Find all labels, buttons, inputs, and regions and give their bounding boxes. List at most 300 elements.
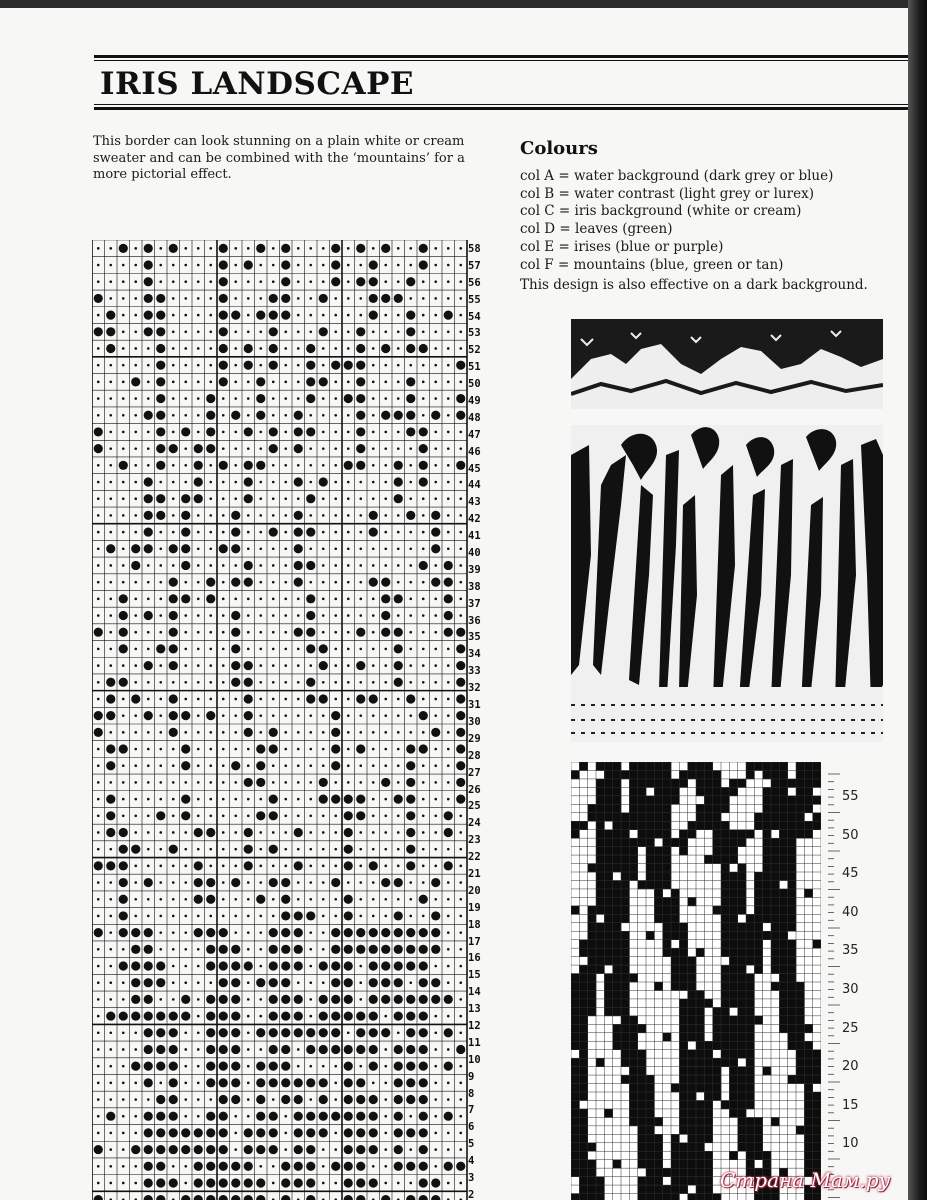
chart-stitch-light (409, 497, 412, 500)
row-number: 29 (468, 732, 481, 745)
chart-stitch-light (97, 614, 100, 617)
chart-block (713, 1016, 722, 1025)
chart-stitch-light (134, 764, 137, 767)
row-number: 25 (468, 800, 481, 813)
chart-stitch-dark (131, 978, 140, 987)
chart-stitch-dark (419, 978, 428, 987)
chart-stitch-light (184, 347, 187, 350)
chart-block (688, 1024, 697, 1033)
chart-block (696, 1084, 705, 1093)
chart-block (788, 864, 797, 873)
chart-stitch-dark (356, 1045, 365, 1054)
chart-stitch-light (384, 280, 387, 283)
chart-stitch-light (97, 314, 100, 317)
chart-stitch-light (447, 1015, 450, 1018)
chart-block (604, 948, 613, 957)
chart-block (679, 931, 688, 940)
chart-block (746, 1075, 755, 1084)
chart-stitch-light (422, 848, 425, 851)
chart-stitch-light (309, 764, 312, 767)
chart-stitch-light (234, 431, 237, 434)
chart-block (629, 1084, 638, 1093)
chart-stitch-light (147, 748, 150, 751)
chart-block (704, 1092, 713, 1101)
chart-block (746, 1024, 755, 1033)
chart-stitch-light (97, 1165, 100, 1168)
chart-block (613, 864, 622, 873)
chart-stitch-dark (331, 978, 340, 987)
chart-stitch-light (447, 514, 450, 517)
chart-stitch-dark (456, 628, 465, 637)
chart-block (713, 796, 722, 805)
chart-stitch-dark (106, 861, 115, 870)
chart-stitch-light (322, 731, 325, 734)
chart-stitch-light (347, 881, 350, 884)
chart-block (696, 1109, 705, 1118)
chart-block (796, 1041, 805, 1050)
chart-stitch-light (97, 814, 100, 817)
chart-stitch-dark (344, 845, 353, 854)
chart-stitch-light (134, 347, 137, 350)
chart-stitch-dark (231, 1045, 240, 1054)
chart-block (638, 1050, 647, 1059)
chart-stitch-dark (281, 878, 290, 887)
chart-stitch-light (422, 598, 425, 601)
chart-stitch-light (122, 1098, 125, 1101)
chart-block (663, 864, 672, 873)
chart-stitch-dark (406, 1045, 415, 1054)
chart-stitch-dark (156, 511, 165, 520)
chart-stitch-light (134, 831, 137, 834)
chart-stitch-light (434, 347, 437, 350)
chart-block (688, 965, 697, 974)
chart-stitch-light (109, 447, 112, 450)
chart-stitch-light (247, 998, 250, 1001)
chart-stitch-dark (269, 928, 278, 937)
chart-stitch-dark (94, 628, 103, 637)
chart-stitch-light (347, 497, 350, 500)
row-number: 35 (468, 631, 481, 644)
chart-stitch-light (134, 664, 137, 667)
chart-stitch-dark (431, 1195, 440, 1200)
chart-stitch-light (234, 481, 237, 484)
chart-stitch-dark (281, 911, 290, 920)
chart-block (671, 931, 680, 940)
chart-stitch-dark (244, 861, 253, 870)
chart-stitch-dark (219, 361, 228, 370)
chart-stitch-light (384, 264, 387, 267)
chart-stitch-light (172, 798, 175, 801)
chart-block (688, 770, 697, 779)
chart-stitch-dark (306, 678, 315, 687)
chart-stitch-light (434, 1082, 437, 1085)
chart-stitch-light (459, 447, 462, 450)
chart-block (654, 787, 663, 796)
chart-stitch-light (347, 531, 350, 534)
chart-stitch-dark (144, 1162, 153, 1171)
chart-stitch-dark (294, 995, 303, 1004)
chart-stitch-light (322, 581, 325, 584)
irises-illustration (571, 425, 883, 742)
chart-stitch-dark (319, 995, 328, 1004)
chart-block (688, 982, 697, 991)
chart-stitch-dark (219, 327, 228, 336)
chart-stitch-dark (306, 394, 315, 403)
chart-block (604, 864, 613, 873)
chart-block (679, 779, 688, 788)
chart-block (729, 897, 738, 906)
chart-stitch-light (397, 731, 400, 734)
chart-stitch-light (109, 781, 112, 784)
chart-stitch-light (134, 397, 137, 400)
chart-block (813, 940, 821, 949)
chart-stitch-light (347, 714, 350, 717)
chart-stitch-dark (381, 411, 390, 420)
chart-stitch-light (134, 447, 137, 450)
chart-stitch-dark (244, 427, 253, 436)
chart-block (671, 1160, 680, 1169)
chart-stitch-light (334, 848, 337, 851)
chart-stitch-dark (269, 1145, 278, 1154)
chart-stitch-light (122, 264, 125, 267)
chart-stitch-light (122, 314, 125, 317)
chart-stitch-dark (219, 928, 228, 937)
chart-stitch-dark (444, 561, 453, 570)
chart-block (738, 830, 747, 839)
chart-stitch-light (122, 381, 125, 384)
chart-stitch-dark (119, 845, 128, 854)
chart-block (738, 940, 747, 949)
chart-stitch-light (209, 347, 212, 350)
chart-block (613, 855, 622, 864)
chart-stitch-dark (444, 1062, 453, 1071)
chart-stitch-light (109, 648, 112, 651)
chart-block (571, 1160, 580, 1169)
chart-block (604, 838, 613, 847)
chart-stitch-light (384, 698, 387, 701)
chart-block (746, 1134, 755, 1143)
chart-block (571, 982, 580, 991)
chart-stitch-light (197, 664, 200, 667)
chart-stitch-light (384, 1082, 387, 1085)
chart-block (704, 1084, 713, 1093)
chart-stitch-light (384, 798, 387, 801)
chart-stitch-light (172, 514, 175, 517)
chart-stitch-light (409, 564, 412, 567)
chart-block (721, 838, 730, 847)
chart-stitch-dark (344, 978, 353, 987)
chart-block (663, 804, 672, 813)
chart-stitch-dark (331, 277, 340, 286)
chart-stitch-light (297, 814, 300, 817)
chart-stitch-light (422, 648, 425, 651)
chart-block (713, 847, 722, 856)
chart-block (646, 1117, 655, 1126)
chart-stitch-light (409, 731, 412, 734)
chart-stitch-dark (256, 1078, 265, 1087)
chart-stitch-light (159, 848, 162, 851)
chart-block (796, 990, 805, 999)
chart-stitch-dark (356, 344, 365, 353)
chart-block (663, 770, 672, 779)
chart-stitch-light (122, 664, 125, 667)
chart-stitch-light (172, 414, 175, 417)
chart-stitch-dark (181, 1011, 190, 1020)
chart-stitch-dark (444, 594, 453, 603)
chart-stitch-light (322, 981, 325, 984)
chart-block (738, 906, 747, 915)
chart-stitch-light (384, 330, 387, 333)
chart-stitch-light (172, 948, 175, 951)
chart-stitch-light (97, 1098, 100, 1101)
chart-block (671, 796, 680, 805)
chart-stitch-light (184, 631, 187, 634)
chart-block (688, 999, 697, 1008)
chart-stitch-light (197, 648, 200, 651)
chart-stitch-light (234, 264, 237, 267)
chart-stitch-light (384, 1015, 387, 1018)
chart-stitch-light (459, 381, 462, 384)
chart-stitch-dark (256, 1178, 265, 1187)
chart-stitch-dark (206, 1145, 215, 1154)
chart-stitch-light (309, 664, 312, 667)
chart-block (679, 770, 688, 779)
scale-label: 55 (842, 789, 859, 804)
chart-stitch-light (384, 1165, 387, 1168)
chart-stitch-dark (294, 544, 303, 553)
chart-block (638, 1024, 647, 1033)
chart-block (638, 838, 647, 847)
chart-block (779, 762, 788, 771)
chart-stitch-light (222, 764, 225, 767)
chart-block (604, 940, 613, 949)
chart-stitch-dark (431, 411, 440, 420)
chart-stitch-light (134, 330, 137, 333)
chart-stitch-dark (281, 1178, 290, 1187)
chart-stitch-dark (319, 1095, 328, 1104)
chart-block (588, 974, 597, 983)
chart-block (763, 1194, 772, 1200)
chart-block (704, 855, 713, 864)
chart-stitch-light (284, 714, 287, 717)
chart-stitch-light (422, 414, 425, 417)
chart-stitch-light (397, 764, 400, 767)
chart-stitch-light (159, 714, 162, 717)
chart-block (629, 1058, 638, 1067)
chart-stitch-light (447, 497, 450, 500)
chart-stitch-light (97, 547, 100, 550)
chart-stitch-dark (419, 1078, 428, 1087)
chart-stitch-dark (219, 1011, 228, 1020)
chart-stitch-dark (431, 1178, 440, 1187)
scale-label: 35 (842, 943, 859, 959)
chart-stitch-dark (219, 1045, 228, 1054)
chart-stitch-light (122, 1148, 125, 1151)
chart-stitch-dark (106, 678, 115, 687)
chart-block (613, 796, 622, 805)
chart-stitch-light (134, 431, 137, 434)
chart-stitch-light (109, 1065, 112, 1068)
chart-block (704, 779, 713, 788)
chart-stitch-light (409, 898, 412, 901)
chart-stitch-dark (381, 878, 390, 887)
chart-stitch-dark (119, 644, 128, 653)
chart-stitch-light (97, 748, 100, 751)
chart-block (721, 1007, 730, 1016)
chart-stitch-dark (369, 1128, 378, 1137)
chart-block (738, 1143, 747, 1152)
chart-stitch-light (309, 714, 312, 717)
chart-stitch-light (459, 347, 462, 350)
chart-stitch-light (347, 314, 350, 317)
chart-stitch-dark (206, 711, 215, 720)
chart-stitch-dark (406, 1128, 415, 1137)
chart-stitch-light (122, 1048, 125, 1051)
chart-block (588, 923, 597, 932)
chart-block (679, 1067, 688, 1076)
chart-stitch-light (209, 664, 212, 667)
chart-stitch-dark (456, 678, 465, 687)
chart-stitch-light (284, 414, 287, 417)
chart-block (579, 1194, 588, 1200)
title-rule-bottom-thick (94, 107, 908, 110)
chart-block (638, 1194, 647, 1200)
chart-block (621, 855, 630, 864)
chart-stitch-light (434, 330, 437, 333)
chart-block (646, 1100, 655, 1109)
chart-stitch-light (434, 1031, 437, 1034)
chart-stitch-light (384, 681, 387, 684)
chart-stitch-light (209, 247, 212, 250)
chart-block (788, 990, 797, 999)
chart-stitch-dark (144, 661, 153, 670)
chart-stitch-light (459, 898, 462, 901)
chart-stitch-light (122, 1132, 125, 1135)
chart-block (688, 990, 697, 999)
chart-block (571, 1007, 580, 1016)
chart-stitch-dark (231, 311, 240, 320)
chart-block (746, 1016, 755, 1025)
chart-block (596, 847, 605, 856)
chart-block (729, 1058, 738, 1067)
chart-stitch-dark (431, 511, 440, 520)
chart-stitch-light (397, 614, 400, 617)
chart-stitch-light (222, 447, 225, 450)
chart-block (671, 982, 680, 991)
chart-stitch-light (334, 481, 337, 484)
chart-block (663, 948, 672, 957)
chart-block (613, 982, 622, 991)
chart-stitch-light (284, 347, 287, 350)
chart-stitch-dark (256, 811, 265, 820)
chart-block (746, 1067, 755, 1076)
chart-stitch-light (359, 848, 362, 851)
row-number: 38 (468, 580, 481, 593)
chart-block (771, 855, 780, 864)
chart-stitch-light (247, 764, 250, 767)
chart-block (696, 813, 705, 822)
chart-stitch-light (347, 381, 350, 384)
chart-block (729, 1067, 738, 1076)
chart-stitch-light (97, 414, 100, 417)
chart-stitch-light (209, 497, 212, 500)
chart-stitch-light (122, 1165, 125, 1168)
row-number: 22 (468, 851, 481, 864)
chart-stitch-dark (394, 294, 403, 303)
chart-block (696, 1117, 705, 1126)
chart-stitch-light (447, 931, 450, 934)
chart-stitch-light (134, 581, 137, 584)
chart-stitch-dark (206, 1011, 215, 1020)
chart-stitch-light (147, 381, 150, 384)
chart-block (721, 847, 730, 856)
chart-block (621, 931, 630, 940)
chart-stitch-light (97, 464, 100, 467)
chart-stitch-light (409, 247, 412, 250)
chart-stitch-dark (431, 945, 440, 954)
chart-block (704, 1117, 713, 1126)
chart-stitch-light (384, 364, 387, 367)
chart-stitch-light (259, 531, 262, 534)
chart-block (654, 821, 663, 830)
chart-stitch-light (109, 481, 112, 484)
chart-block (696, 770, 705, 779)
chart-stitch-light (197, 531, 200, 534)
chart-block (679, 1084, 688, 1093)
chart-stitch-light (184, 1065, 187, 1068)
chart-stitch-light (247, 898, 250, 901)
chart-stitch-dark (356, 1112, 365, 1121)
chart-block (738, 990, 747, 999)
chart-stitch-dark (419, 1062, 428, 1071)
chart-stitch-light (159, 264, 162, 267)
chart-stitch-light (222, 814, 225, 817)
row-number: 36 (468, 614, 481, 627)
chart-stitch-light (422, 814, 425, 817)
chart-stitch-dark (406, 861, 415, 870)
chart-block (596, 813, 605, 822)
chart-stitch-dark (406, 694, 415, 703)
chart-stitch-dark (419, 711, 428, 720)
chart-stitch-light (297, 464, 300, 467)
chart-stitch-light (309, 865, 312, 868)
chart-block (713, 906, 722, 915)
chart-stitch-light (409, 581, 412, 584)
chart-stitch-light (247, 798, 250, 801)
chart-stitch-dark (219, 344, 228, 353)
chart-block (813, 1100, 821, 1109)
chart-block (613, 957, 622, 966)
chart-stitch-light (272, 714, 275, 717)
chart-stitch-light (272, 915, 275, 918)
chart-stitch-light (197, 981, 200, 984)
chart-block (754, 906, 763, 915)
chart-stitch-light (272, 547, 275, 550)
chart-stitch-dark (169, 661, 178, 670)
chart-stitch-light (384, 814, 387, 817)
chart-stitch-dark (206, 995, 215, 1004)
chart-block (646, 931, 655, 940)
chart-stitch-light (197, 247, 200, 250)
chart-stitch-dark (156, 978, 165, 987)
chart-stitch-light (459, 931, 462, 934)
chart-block (721, 1050, 730, 1059)
chart-block (571, 1075, 580, 1084)
chart-stitch-dark (219, 1128, 228, 1137)
chart-stitch-dark (381, 978, 390, 987)
chart-block (579, 1143, 588, 1152)
chart-stitch-light (159, 247, 162, 250)
